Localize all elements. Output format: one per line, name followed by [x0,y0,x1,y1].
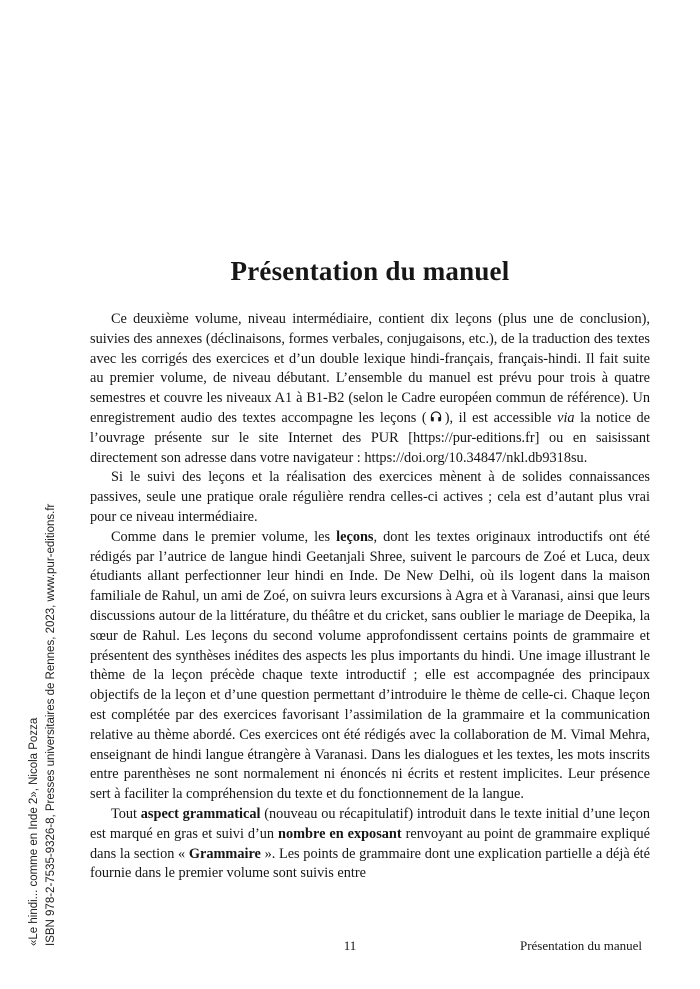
p1-text-a: Ce deuxième volume, niveau intermédiaire, contient dix leçons (plus une de conclusion), suivies des annexes (déclinaisons, formes verbales, conjugaisons, etc.), de la traduction des textes avec les corrigés des exercices et d’un double lexique hindi-français, français-hindi. Il fait suite au premier volume, de niveau débutant. L’ensemble du manuel est prévu pour trois à quatre semestres et couvre les niveaux A1 à B1-B2 (selon le Cadre européen commun de référence). Un enregistrement audio des textes accompagne les leçons ( [90,311,650,426]
p4-bold-nombre-en-exposant: nombre en exposant [278,825,402,842]
p4-text-b: (nouveau ou récapitulatif) introduit dans le texte initial d’une leçon est marqué en gras et suivi d’un [90,805,650,842]
page-number: 11 [343,938,357,953]
p1-text-b: ), il est accessible [444,409,558,426]
p4-bold-grammaire: Grammaire [188,845,261,862]
p4-text-c: renvoyant au point de grammaire expliqué dans la section « [90,825,651,862]
p4-bold-aspect-grammatical: aspect grammatical [140,805,261,822]
running-title: Présentation du manuel [519,938,642,953]
p3-bold-lecons: leçons [336,528,374,545]
p2-text: Si le suivi des leçons et la réalisation des exercices mènent à de solides connaissances passives, seule une pratique orale régulière rendra celles-ci actives ; cela est d’autant plus vrai pour ce niveau intermédiaire. [90,469,650,525]
p4-text-a: Tout [111,805,141,822]
page-title: Présentation du manuel [230,256,510,287]
paragraph-1 [90,310,650,468]
p3-text-a: Comme dans le premier volume, les [111,528,337,545]
spine-isbn-line: ISBN 978-2-7535-9326-8, Presses universitaires de Rennes, 2023, www.pur-editions.fr [45,503,57,946]
paragraph-2 [90,468,650,527]
p1-text-c: la notice de l’ouvrage présente sur le site Internet des PUR [https://pur-editions.fr] ou en saisissant directement son adresse dans votre navigateur : https://doi.org/10.34847/nkl.db9318su. [90,409,651,466]
p1-italic-via: via [557,409,575,426]
p4-text-d: ». Les points de grammaire dont une explication partielle a déjà été fournie dans le premier volume sont suivis entre [90,845,651,882]
headphones-icon [429,410,443,423]
paragraph-4 [90,805,650,884]
body-text [90,310,650,884]
p3-text-b: , dont les textes originaux introductifs ont été rédigés par l’autrice de langue hindi Geetanjali Shree, suivent le parcours de Zoé et Luca, deux étudiants allant perfectionner leur hindi en Inde. De New Delhi, où ils logent dans la maison familiale de Rahul, un ami de Zoé, on suivra leurs excursions à Agra et à Varanasi, ainsi que leurs discussions autour de la littérature, du théâtre et du cricket, sans oublier le mariage de Deepika, la sœur de Rahul. Les leçons du second volume approfondissent certains points de grammaire et présentent des synthèses inédites des aspects les plus importants du hindi. Une image illustrant le thème de la leçon précède chaque texte introductif ; elle est accompagnée des principaux objectifs de la leçon et d’une question permettant d’introduire le thème de celle-ci. Chaque leçon est complétée par des exercices favorisant l’assimilation de la grammaire et la communication relative au thème abordé. Ces exercices ont été rédigés avec la collaboration de M. Vimal Mehra, enseignant de hindi langue étrangère à Varanasi. Dans les dialogues et les textes, les mots inscrits entre parenthèses ne sont normalement ni énoncés ni écrits et restent implicites. Leur présence sert à faciliter la compréhension du texte et du fonctionnement de la langue. [90,528,650,803]
spine-book-title: «Le hindi... comme en Inde 2», Nicola Pozza [28,717,40,946]
paragraph-3 [90,528,650,805]
spine-credit-text [26,412,60,946]
